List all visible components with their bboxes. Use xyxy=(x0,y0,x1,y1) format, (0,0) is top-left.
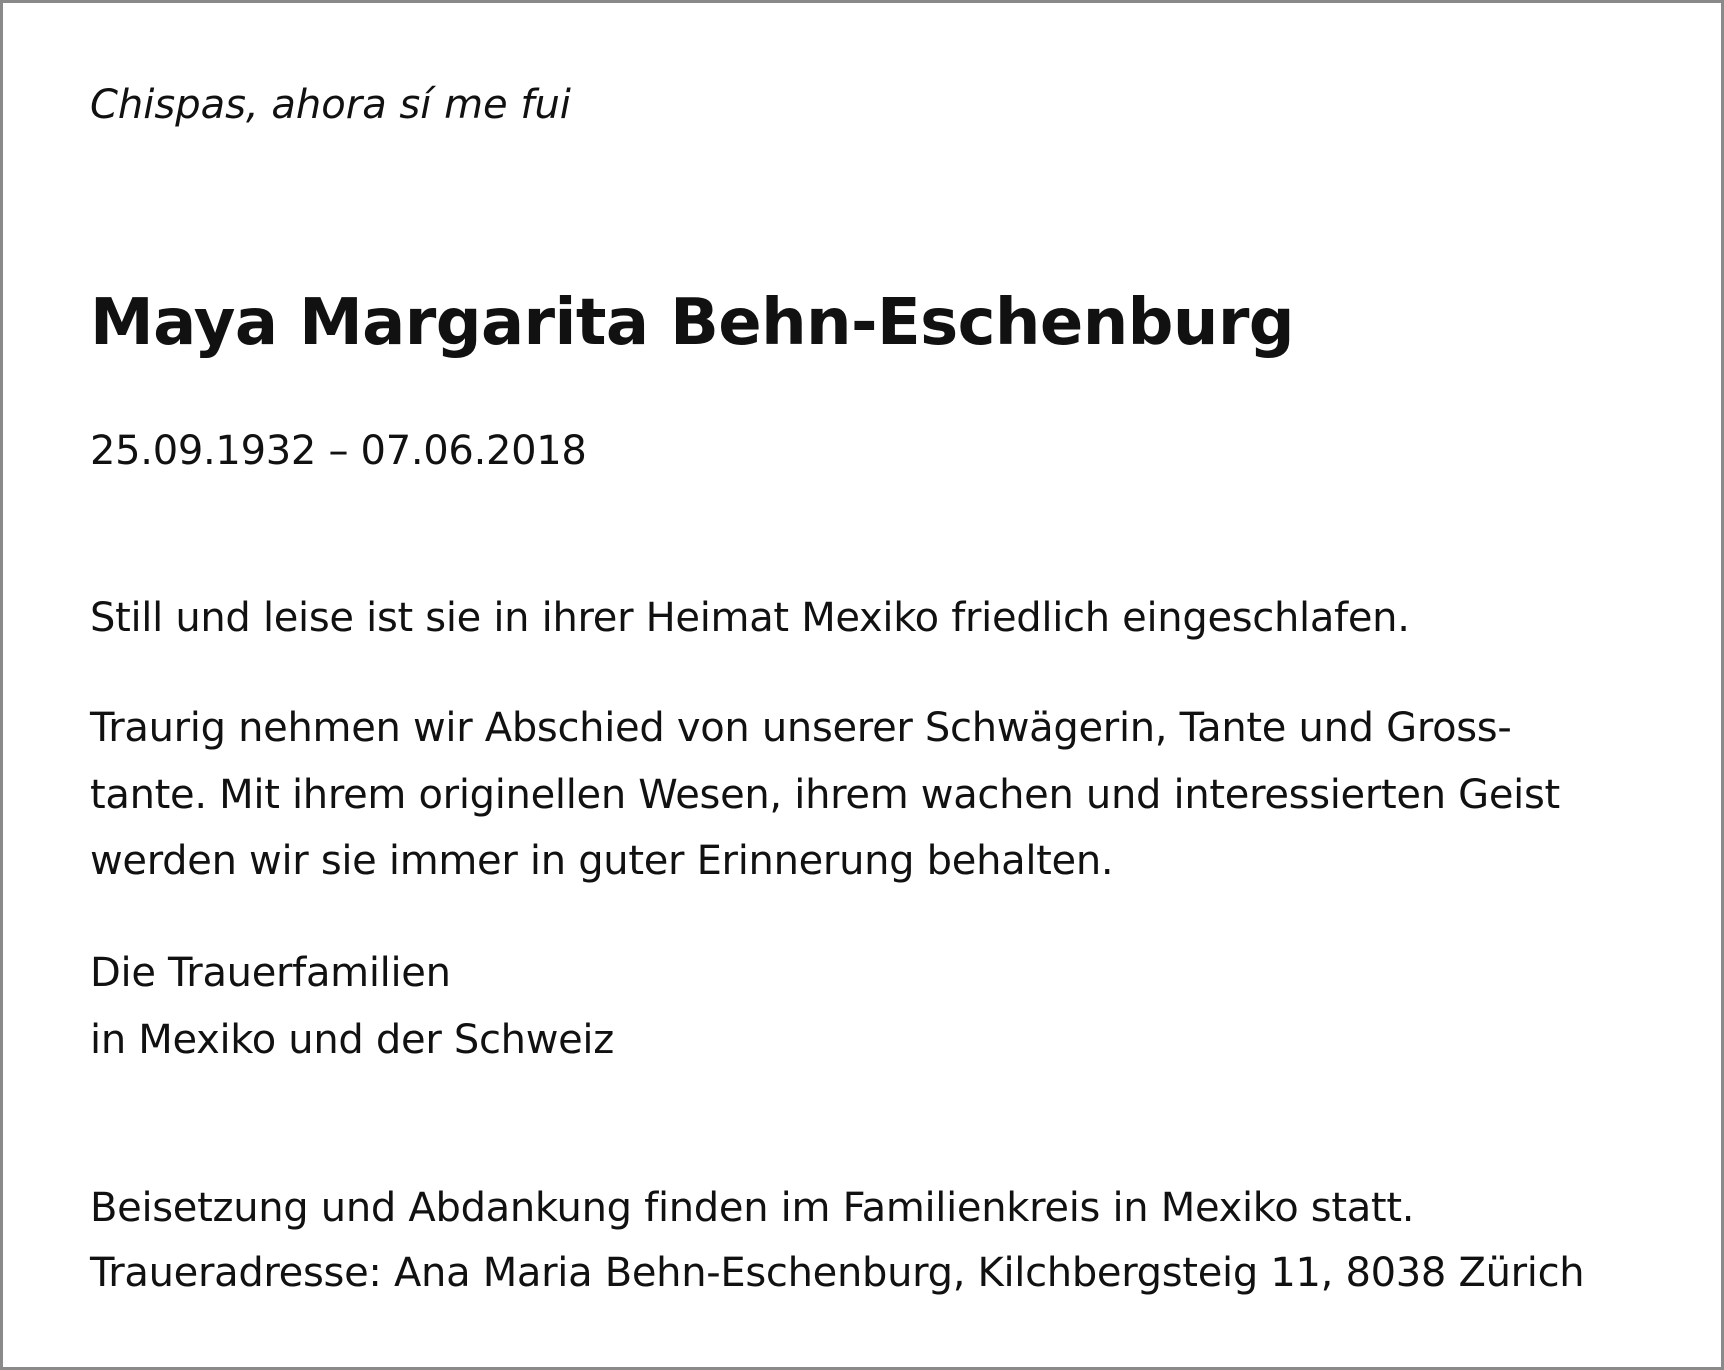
passing-statement: Still und leise ist sie in ihrer Heimat Mexiko friedlich eingeschlafen. xyxy=(90,595,1410,641)
farewell-line-3: werden wir sie immer in guter Erinnerung behalten. xyxy=(90,838,1114,884)
signature-line-2: in Mexiko und der Schweiz xyxy=(90,1017,614,1063)
life-dates: 25.09.1932 – 07.06.2018 xyxy=(90,428,587,474)
farewell-line-1: Traurig nehmen wir Abschied von unserer Schwägerin, Tante und Gross- xyxy=(90,705,1512,751)
farewell-line-2: tante. Mit ihrem originellen Wesen, ihrem wachen und interessierten Geist xyxy=(90,772,1560,818)
signature-line-1: Die Trauerfamilien xyxy=(90,950,451,996)
deceased-name: Maya Margarita Behn-Eschenburg xyxy=(90,286,1295,360)
ceremony-info: Beisetzung und Abdankung finden im Familienkreis in Mexiko statt. xyxy=(90,1185,1415,1231)
mourning-address: Traueradresse: Ana Maria Behn-Eschenburg, Kilchbergsteig 11, 8038 Zürich xyxy=(90,1250,1585,1296)
motto: Chispas, ahora sí me fui xyxy=(90,82,571,128)
